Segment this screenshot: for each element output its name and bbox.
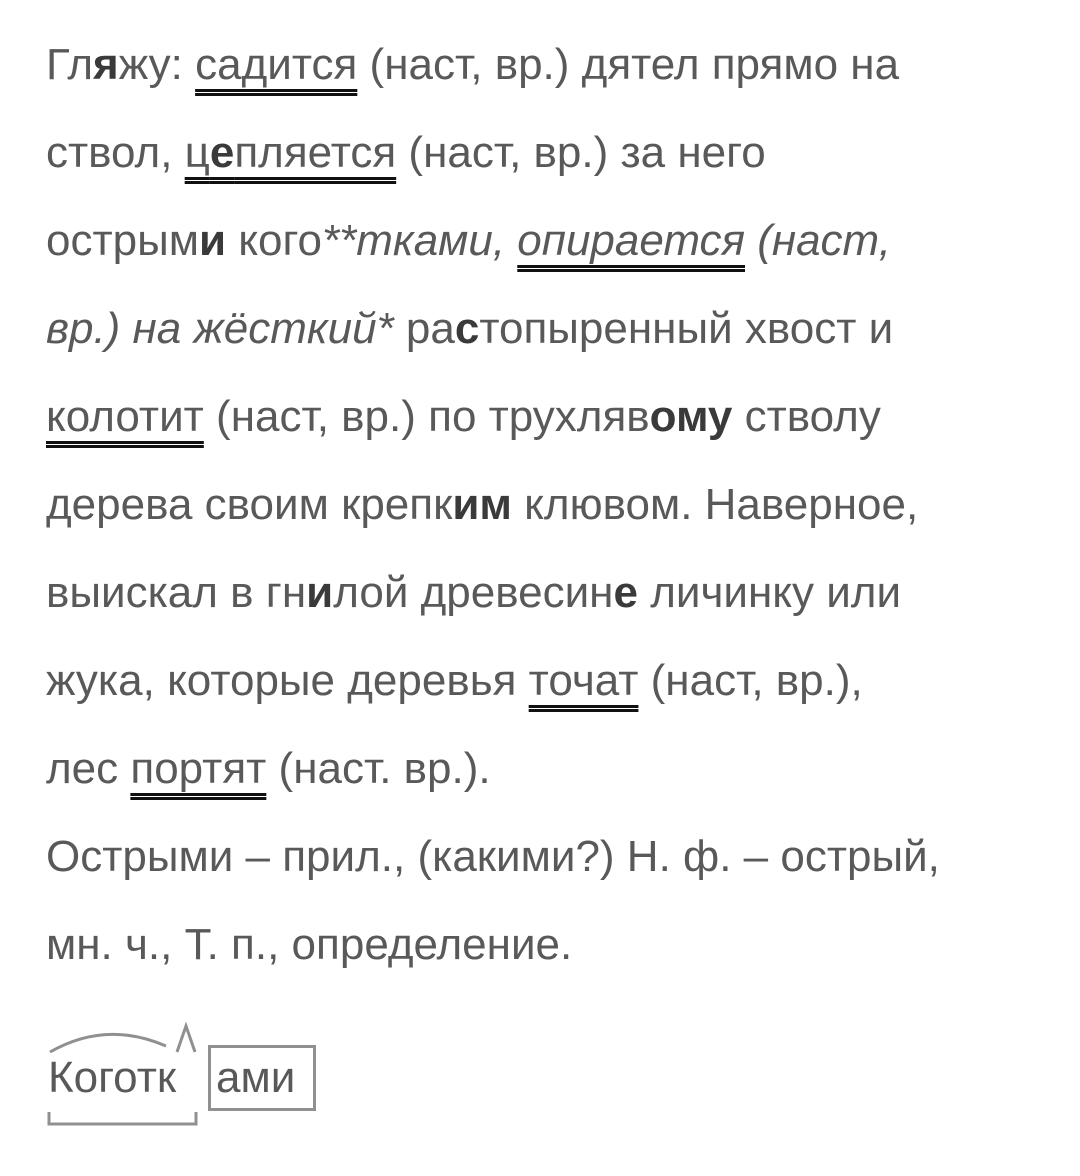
italic-fragment: и,: [468, 216, 518, 265]
text-fragment: кого: [226, 216, 323, 265]
text-line-10: Острыми – прил., (какими?) Н. ф. – острый,: [46, 832, 940, 881]
root-arc: [50, 1034, 166, 1052]
bold-letter: е: [209, 128, 235, 177]
bold-ending: им: [452, 480, 512, 529]
suffix-mark: [177, 1026, 195, 1052]
text-line-1: [46, 21, 1056, 109]
bold-letter: и: [306, 568, 334, 617]
text-fragment: острым: [46, 216, 199, 265]
text-line-11: мн. ч., Т. п., определение.: [46, 920, 573, 969]
text-line-6: [46, 461, 1056, 549]
text-fragment: (наст, вр.) дятел прямо на: [357, 40, 900, 89]
predicate-word: колотит: [46, 392, 204, 441]
text-fragment: пляется: [234, 128, 397, 177]
morpheme-scheme: [46, 1022, 346, 1132]
bold-letter: с: [454, 304, 480, 353]
text-fragment: жука, которые деревья: [46, 656, 529, 705]
text-fragment: жу:: [118, 40, 196, 89]
text-fragment: лес: [46, 744, 131, 793]
text-fragment: топыренный хвост и: [479, 304, 894, 353]
analyzed-word: Коготк: [48, 1053, 177, 1102]
text-line-2: [46, 109, 1056, 197]
text-fragment: ствол,: [46, 128, 185, 177]
bold-ending: ому: [649, 392, 733, 441]
ending-text: ами: [216, 1053, 296, 1102]
text-fragment: выискал в гн: [46, 568, 307, 617]
text-fragment: лой древесин: [333, 568, 614, 617]
italic-fragment: вр.) на жёсткий*: [46, 304, 394, 353]
predicate-word: опирается: [517, 216, 745, 265]
bold-letter: е: [613, 568, 638, 617]
bold-letter: я: [93, 40, 119, 89]
text-line-8: [46, 637, 1056, 725]
text-fragment: дерева своим крепк: [46, 480, 453, 529]
italic-fragment: **ткам: [322, 216, 469, 265]
text-fragment: (наст. вр.).: [266, 744, 491, 793]
text-fragment: (наст, вр.),: [638, 656, 863, 705]
predicate-word: портят: [130, 744, 267, 793]
text-fragment: (наст, вр.) за него: [396, 128, 766, 177]
stem-bracket: [49, 1112, 196, 1124]
predicate-word: точат: [528, 656, 639, 705]
text-fragment: клювом. Наверное,: [511, 480, 919, 529]
text-line-4: [46, 285, 1056, 373]
italic-fragment: (наст,: [745, 216, 891, 265]
text-body: [46, 21, 1056, 989]
text-fragment: ра: [393, 304, 455, 353]
text-line-3: [46, 197, 1056, 285]
text-fragment: Гл: [46, 40, 94, 89]
text-fragment: стволу: [732, 392, 881, 441]
text-line-5: [46, 373, 1056, 461]
predicate-word: [185, 128, 397, 177]
text-fragment: ц: [184, 128, 210, 177]
bold-letter: и: [198, 216, 227, 265]
text-fragment: личинку или: [637, 568, 902, 617]
text-line-9: [46, 725, 1056, 813]
predicate-word: садится: [195, 40, 358, 89]
text-line-7: [46, 549, 1056, 637]
text-fragment: (наст, вр.) по трухляв: [203, 392, 650, 441]
